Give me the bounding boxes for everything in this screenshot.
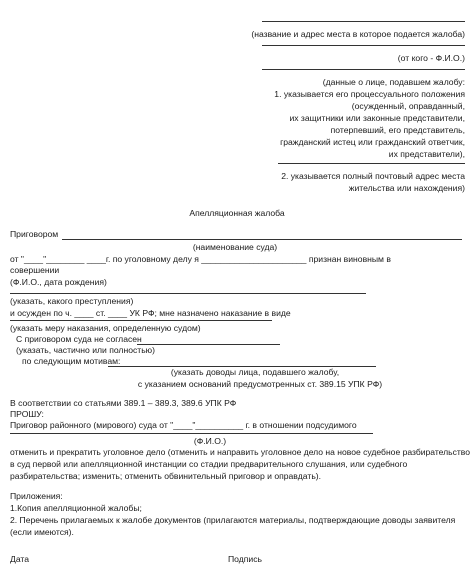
reasons-hint-1: (указать доводы лица, подавшего жалобу, [170,367,340,377]
from-who-line [262,45,465,46]
crime-hint: (указать, какого преступления) [10,296,134,306]
person-data-5: гражданский истец или гражданский ответчик, [280,137,465,147]
document-title: Апелляционная жалоба [189,208,285,218]
attachment-1: 2. Перечень прилагаемых к жалобе документов (прилагаются материалы, подтверждающие доводы заявителя [10,515,456,525]
verdict-label: Приговором [10,229,59,239]
court-name-hint: (название и адрес места в которое подается жалоба) [251,29,465,39]
address-1: жительства или нахождения) [348,183,465,193]
request-text-0: отменить и прекратить уголовное дело (отменить и направить уголовное дело на новое судебное разбирательство [10,447,471,457]
date-label: Дата [10,554,30,564]
attachment-2: (если имеются). [10,527,74,537]
penalty-line [10,320,272,321]
person-data-line [262,69,465,70]
articles-line: В соответствии со статьями 389.1 – 389.3, 389.6 УПК РФ [10,398,237,408]
defendant-line [10,433,373,434]
ask-label: ПРОШУ: [10,409,44,419]
verdict-court-line [62,239,462,240]
person-data-4: потерпевший, его представитель, [330,125,465,135]
attachments-label: Приложения: [10,491,63,501]
request-text-2: разбирательства; изменить; отменить обвинительный приговор и оправдать). [10,471,322,481]
from-who-hint: (от кого - Ф.И.О.) [397,53,465,63]
court-hint: (наименование суда) [192,242,278,252]
person-data-2: (осужденный, оправданный, [351,101,465,111]
attachment-0: 1.Копия апелляционной жалобы; [10,503,142,513]
sentenced-line: и осужден по ч. ____ ст. ____ УК РФ; мне назначено наказание в виде [10,308,291,318]
penalty-hint: (указать меру наказания, определенную судом) [10,323,201,333]
person-data-1: 1. указывается его процессуального положения [274,89,465,99]
address-0: 2. указывается полный почтовый адрес места [281,171,465,181]
fio-hint: (Ф.И.О., дата рождения) [10,277,107,287]
from-line-cont: совершении [10,265,60,275]
defendant-hint: (Ф.И.О.) [193,436,227,446]
partial-hint: (указать, частично или полностью) [16,345,155,355]
reasons-line: по следующим мотивам: [22,356,121,366]
signature-label: Подпись [228,554,263,564]
disagree-line: С приговором суда не согласен [16,334,142,344]
crime-line [10,293,366,294]
court-name-line [262,21,465,22]
address-line [278,163,465,164]
person-data-3: их защитники или законные представители, [289,113,465,123]
disagree-blank [137,344,280,345]
person-data-6: их представители), [388,149,465,159]
verdict-line: Приговор районного (мирового) суда от "____"__________ г. в отношении подсудимого [10,420,357,430]
person-data-0: (данные о лице, подавшем жалобу: [322,77,465,87]
reasons-hint-2: с указанием оснований предусмотренных ст. 389.15 УПК РФ) [137,379,383,389]
from-line: от "____"________ ____г. по уголовному делу я ______________________ признан виновным в [10,254,391,264]
request-text-1: в суд первой или апелляционной инстанции со стадии предварительного слушания, или судебного [10,459,408,469]
